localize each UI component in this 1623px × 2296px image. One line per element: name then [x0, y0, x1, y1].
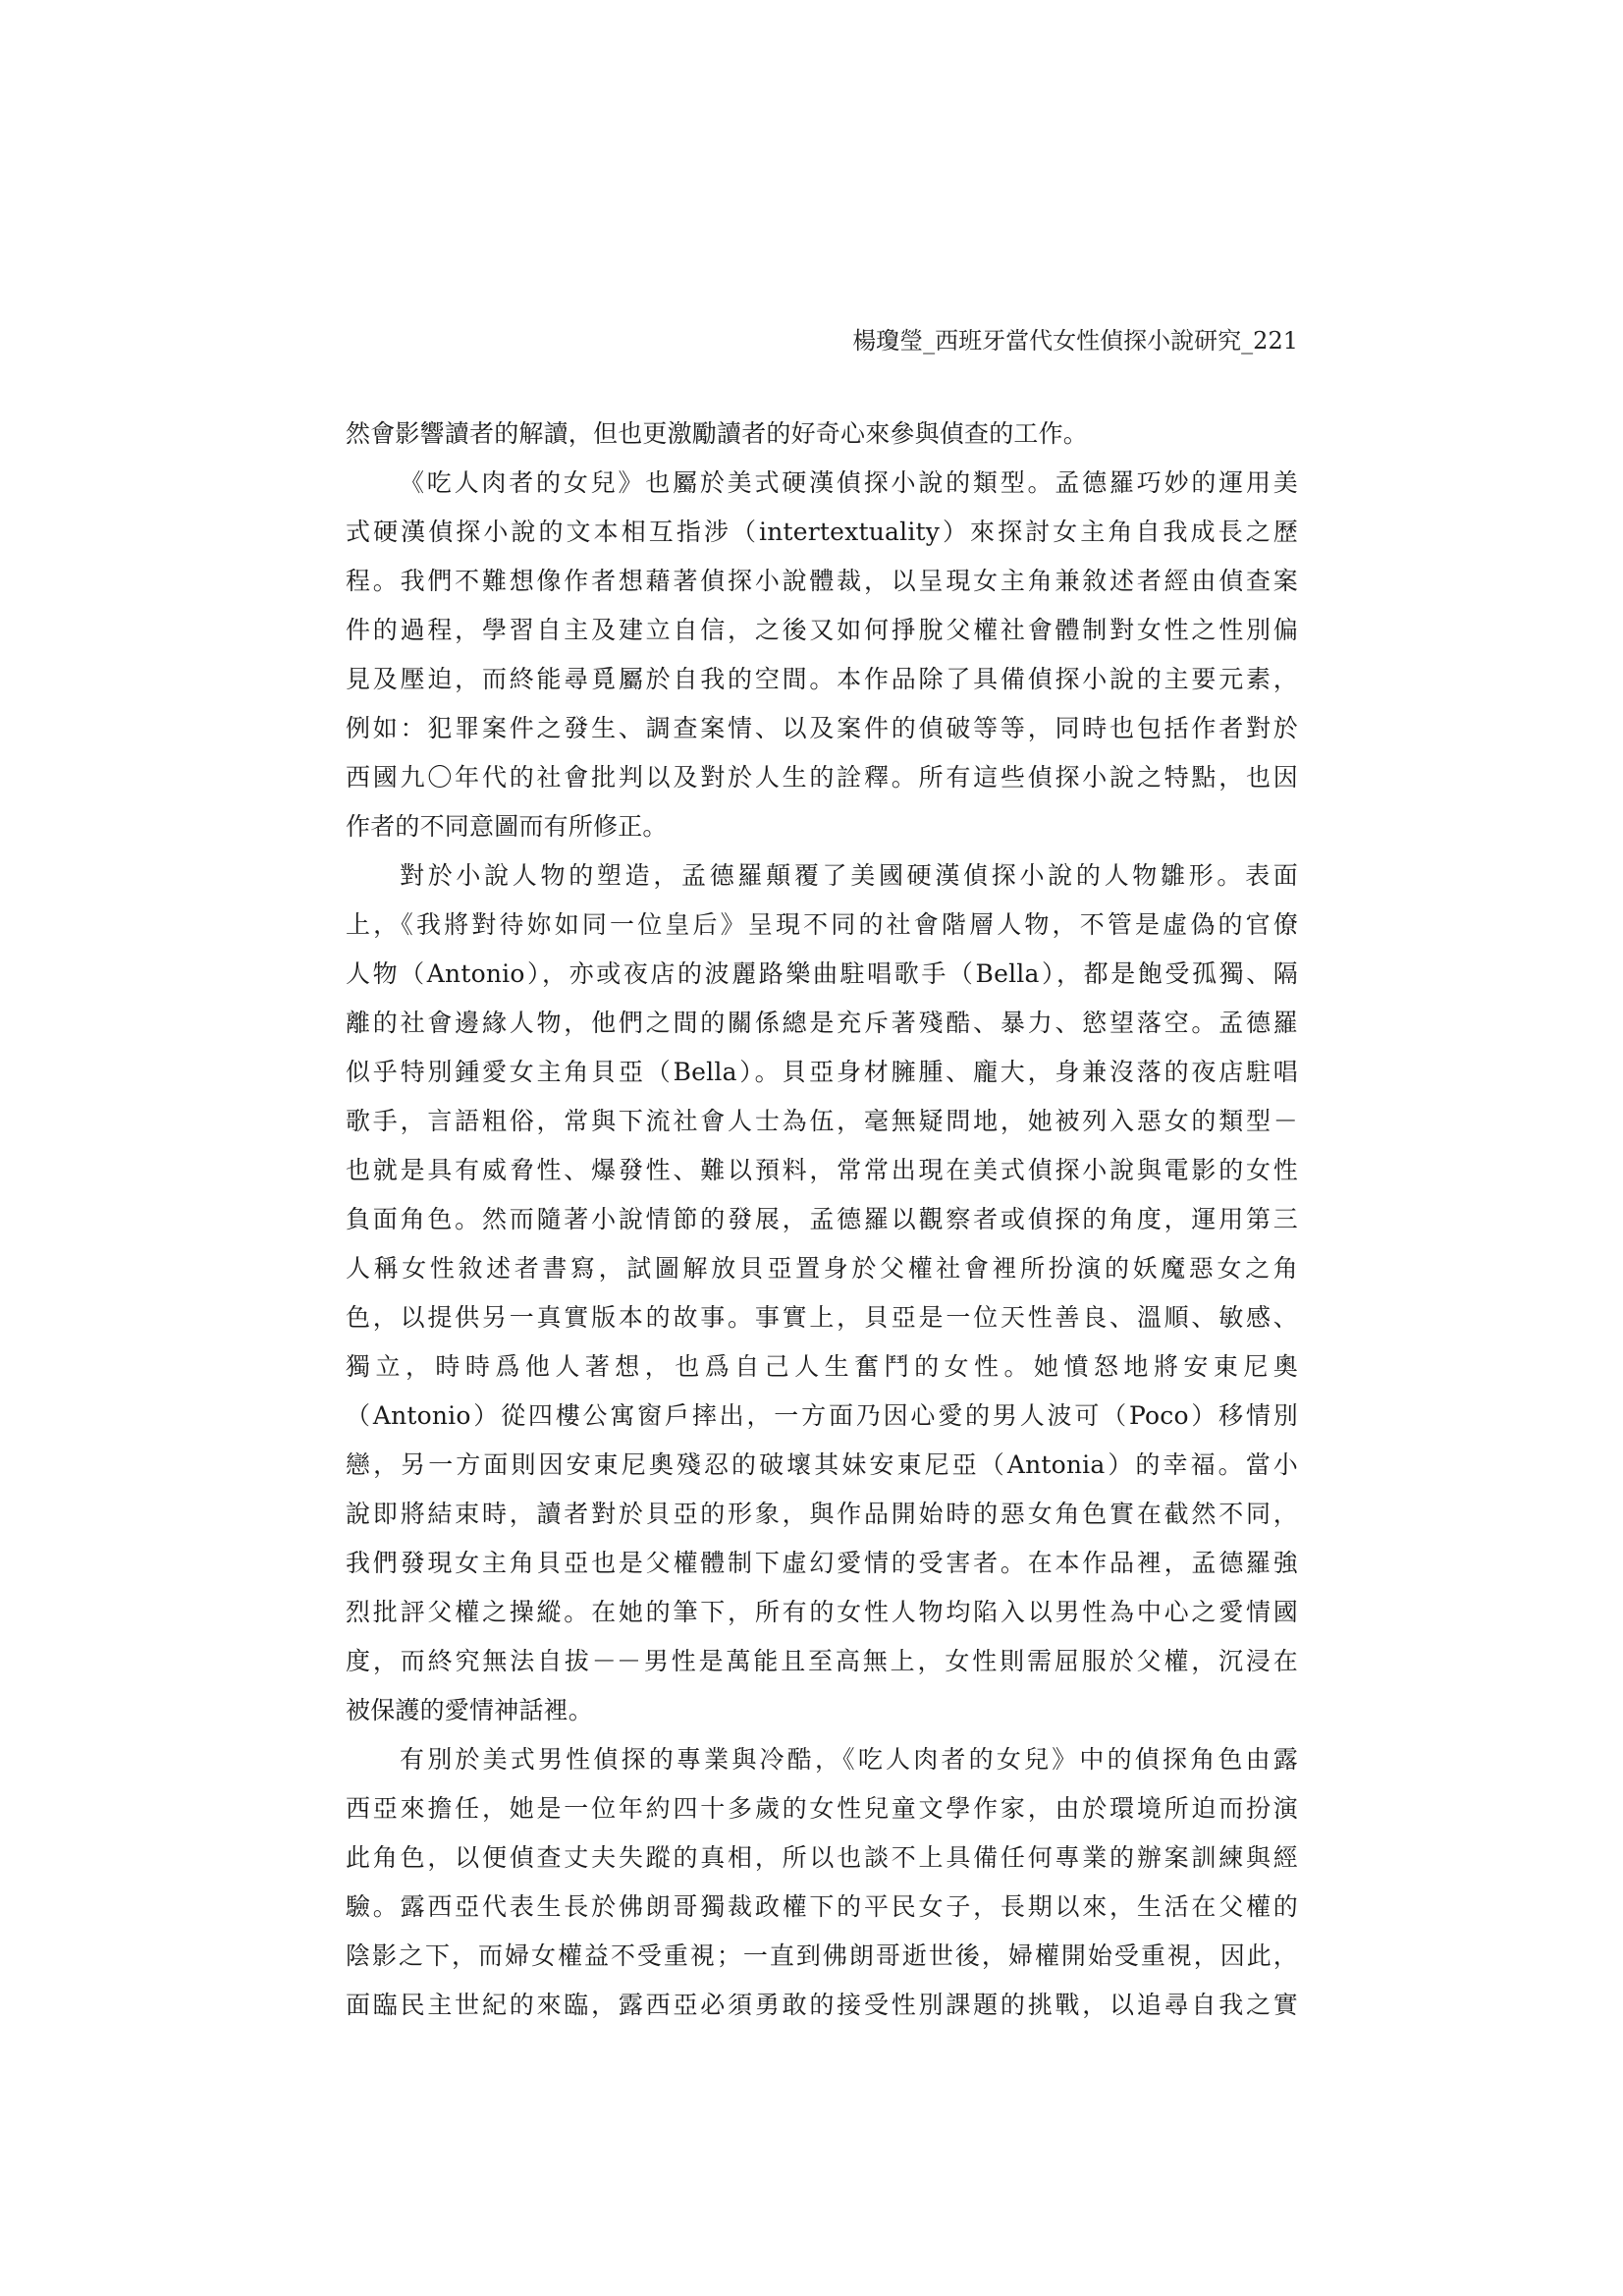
running-head: 楊瓊瑩_西班牙當代女性偵探小說研究_221 — [852, 327, 1298, 355]
text-line: 說即將結束時，讀者對於貝亞的形象，與作品開始時的惡女角色實在截然不同， — [346, 1500, 1298, 1528]
text-line: 上，《我將對待妳如同一位皇后》呈現不同的社會階層人物，不管是虛偽的官僚 — [346, 910, 1298, 939]
text-line: 似乎特別鍾愛女主角貝亞（Bella）。貝亞身材臃腫、龐大，身兼沒落的夜店駐唱 — [346, 1058, 1298, 1086]
text-line: 人物（Antonio），亦或夜店的波麗路樂曲駐唱歌手（Bella），都是飽受孤獨、隔 — [346, 959, 1298, 988]
text-line: 件的過程，學習自主及建立自信，之後又如何掙脫父權社會體制對女性之性別偏 — [346, 616, 1298, 644]
text-line: 烈批評父權之操縱。在她的筆下，所有的女性人物均陷入以男性為中心之愛情國 — [346, 1598, 1298, 1626]
text-line: 陰影之下，而婦女權益不受重視；一直到佛朗哥逝世後，婦權開始受重視，因此， — [346, 1941, 1298, 1970]
text-line: 驗。露西亞代表生長於佛朗哥獨裁政權下的平民女子，長期以來，生活在父權的 — [346, 1892, 1298, 1921]
text-line: 被保護的愛情神話裡。 — [346, 1696, 594, 1724]
text-line: 人稱女性敘述者書寫，試圖解放貝亞置身於父權社會裡所扮演的妖魔惡女之角 — [346, 1254, 1298, 1283]
text-line: 《吃人肉者的女兒》也屬於美式硬漢偵探小說的類型。孟德羅巧妙的運用美 — [400, 468, 1298, 497]
text-line: 有別於美式男性偵探的專業與冷酷，《吃人肉者的女兒》中的偵探角色由露 — [400, 1745, 1298, 1774]
text-line: 離的社會邊緣人物，他們之間的關係總是充斥著殘酷、暴力、慾望落空。孟德羅 — [346, 1009, 1298, 1037]
text-line: 戀，另一方面則因安東尼奧殘忍的破壞其妹安東尼亞（Antonia）的幸福。當小 — [346, 1450, 1298, 1479]
text-line: 式硬漢偵探小說的文本相互指涉（intertextuality）來探討女主角自我成長之歷 — [346, 518, 1298, 546]
text-line: 西國九〇年代的社會批判以及對於人生的詮釋。所有這些偵探小說之特點，也因 — [346, 763, 1298, 792]
text-line: 作者的不同意圖而有所修正。 — [346, 812, 668, 841]
text-line: 西亞來擔任，她是一位年約四十多歲的女性兒童文學作家，由於環境所迫而扮演 — [346, 1794, 1298, 1823]
text-line: 此角色，以便偵查丈夫失蹤的真相，所以也談不上具備任何專業的辦案訓練與經 — [346, 1843, 1298, 1872]
text-line: 色，以提供另一真實版本的故事。事實上，貝亞是一位天性善良、溫順、敏感、 — [346, 1303, 1298, 1332]
text-line: 獨立，時時爲他人著想，也爲自己人生奮鬥的女性。她憤怒地將安東尼奧 — [346, 1352, 1298, 1381]
text-line: 程。我們不難想像作者想藉著偵探小說體裁，以呈現女主角兼敘述者經由偵查案 — [346, 567, 1298, 595]
text-line: （Antonio）從四樓公寓窗戶摔出，一方面乃因心愛的男人波可（Poco）移情別 — [346, 1401, 1298, 1430]
text-line: 見及壓迫，而終能尋覓屬於自我的空間。本作品除了具備偵探小說的主要元素， — [346, 665, 1298, 693]
text-line: 例如：犯罪案件之發生、調查案情、以及案件的偵破等等，同時也包括作者對於 — [346, 714, 1298, 742]
text-line: 我們發現女主角貝亞也是父權體制下虛幻愛情的受害者。在本作品裡，孟德羅強 — [346, 1549, 1298, 1577]
text-line: 也就是具有威脅性、爆發性、難以預料，常常出現在美式偵探小說與電影的女性 — [346, 1156, 1298, 1184]
text-line: 面臨民主世紀的來臨，露西亞必須勇敢的接受性別課題的挑戰，以追尋自我之實 — [346, 1991, 1298, 2019]
text-line: 歌手，言語粗俗，常與下流社會人士為伍，毫無疑問地，她被列入惡女的類型－ — [346, 1107, 1298, 1135]
text-line: 對於小說人物的塑造，孟德羅顛覆了美國硬漢偵探小說的人物雛形。表面 — [400, 861, 1298, 890]
text-line: 負面角色。然而隨著小說情節的發展，孟德羅以觀察者或偵探的角度，運用第三 — [346, 1205, 1298, 1233]
text-line: 度，而終究無法自拔－－男性是萬能且至高無上，女性則需屈服於父權，沉浸在 — [346, 1647, 1298, 1675]
text-line: 然會影響讀者的解讀，但也更激勵讀者的好奇心來參與偵查的工作。 — [346, 419, 1089, 448]
